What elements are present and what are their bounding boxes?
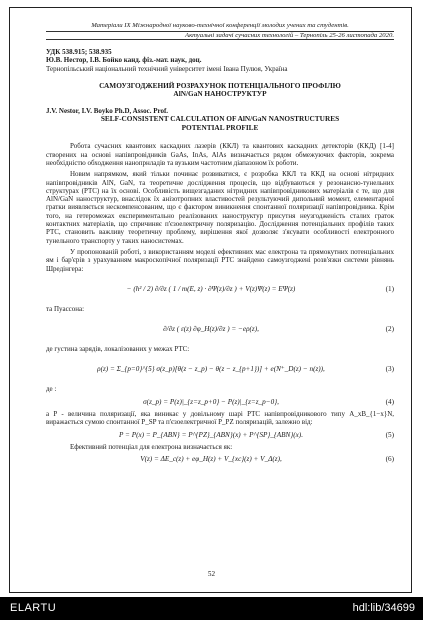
subheader-rule: [46, 39, 394, 40]
paragraph-3: У пропонованій роботі, з використанням моделі ефективних мас електрона та прямокутних потенціальних ям і бар'єрів з урахуванням макроскопічної поляризації РТС знайдено самоузгоджені розв'язки системи рівнянь Шредінгера:: [46, 247, 394, 273]
equation-5-number: (5): [385, 430, 394, 439]
equation-6: [46, 455, 394, 463]
equation-2-number: (2): [385, 324, 394, 333]
equation-3-number: (3): [385, 365, 394, 374]
equation-1-number: (1): [385, 284, 394, 293]
text-effective-potential: Ефективний потенціал для електрона визначається як:: [70, 442, 233, 451]
title-ua-line1: САМОУЗГОДЖЕНИЙ РОЗРАХУНОК ПОТЕНЦІАЛЬНОГО ПРОФІЛЮ: [99, 80, 341, 90]
text-density: де густина зарядів, локалізованих у межах РТС:: [46, 345, 190, 354]
equation-6-number: (6): [385, 455, 394, 464]
title-ua: [46, 82, 394, 99]
equation-2: [46, 317, 394, 341]
udk-code: УДК 538.915; 538.935: [46, 48, 112, 57]
equation-4-formula: σ(z_p) = P(z)|_{z=z_p+0} − P(z)|_{z=z_p−0},: [143, 397, 279, 406]
title-en-line2: POTENTIAL PROFILE: [181, 122, 259, 132]
equation-3: [46, 357, 394, 381]
page-number: 52: [207, 570, 216, 578]
equation-3-formula: ρ(z) = Σ_{p=0}^{5} σ(z_p)[θ(z − z_p) − θ(z − z_{p+1})] + e(N⁺_D(z) − n(z)),: [97, 365, 325, 374]
equation-1: [46, 277, 394, 301]
affiliation: Тернопільський національний технічний університет імені Івана Пулюя, Україна: [46, 64, 288, 73]
page-frame: [9, 7, 412, 593]
conference-header: Матеріали ІХ Міжнародної науково-технічної конференції молодих учених та студентів.: [91, 22, 349, 29]
title-ua-line2: AlN/GaN НАНОСТРУКТУР: [173, 89, 267, 99]
equation-1-formula: − (ħ² / 2) ∂/∂z ( 1 / m(E, z) · ∂Ψ(z)/∂z ) + V(z)Ψ(z) = EΨ(z): [126, 284, 296, 293]
repository-name: ELARTU: [10, 602, 57, 614]
text-polarization: а P - величина поляризації, яка виникає у довільному шарі РТС напівпровідникового типу A_xB_{1−x}N, виражається сумою спонтанної P_SP та п'єзоелектричної P_PZ поляризацій, залежно від:: [46, 410, 394, 427]
authors-ua: Ю.В. Нестор, І.В. Бойко канд. фіз.-мат. наук, доц.: [46, 56, 202, 65]
equation-4: [46, 398, 394, 406]
equation-4-number: (4): [385, 397, 394, 406]
equation-2-formula: ∂/∂z ( ε(z) ∂φ_H(z)/∂z ) = −eρ(z),: [163, 324, 259, 333]
conference-subheader: Актуальні задачі сучасних технологій – Тернопіль 25-26 листопада 2020.: [184, 31, 394, 39]
equation-6-formula: V(z) = ΔE_c(z) + eφ_H(z) + V_{xc}(z) + V_Δ(z),: [140, 455, 282, 464]
repository-footer: [0, 597, 423, 620]
text-poisson: та Пуассона:: [46, 304, 85, 313]
authors-en: J.V. Nestor, I.V. Boyko Ph.D, Assoc. Prof.: [46, 106, 169, 115]
equation-5-formula: P = P(x) = P_{ABN} = P^{PZ}_{ABN}(x) + P^{SP}_{ABN}(x).: [118, 430, 303, 439]
text-de: де :: [46, 385, 57, 394]
handle-id: hdl:lib/34699: [352, 602, 415, 614]
equation-5: [46, 431, 394, 439]
paper-page: [46, 22, 394, 468]
title-en: [46, 115, 394, 132]
paragraph-1: Робота сучасних квантових каскадних лазерів (ККЛ) та квантових каскадних детекторів (ККД) [1-4] створених на основі напівпровідників GaAs, InAs, AlAs визначається рядом обмежуючих факторів, зокрема необхідністю обходження нанопрнладів та вузьким частотним діапазоном їх роботи.: [46, 142, 394, 167]
paragraph-2: Новим напрямком, який тільки починає розвиватися, є розробка ККЛ та ККД на основі нітридних напівпровідників AlN, GaN, та теоретичне дослідження процесів, що відбуваються у резонансно-тунельних структурах (РТС) на їх основі. Особливість вищезгаданих нітридних напівпровідникових матеріалів є те, що для AlN/GaN наноструктур, внаслідок їх анізотропних властивостей результуючий дипольний момент, елементарної гратки виявляється нескомпенсованим, що є фактором виникнення спонтанної поляризації напівпровідника. Крім того, на гетеромежах експериментально реалізованих наноструктур присутня неузгодженість сталих граток контактних матеріалів, що спричиняє п'єзоелектричну поляризацію. Дослідження потенціальних профілів таких РТС, становить важливу теоретичну проблему, вирішення якої дозволяє з'ясувати особливості електронного тунельного транспорту у таких наносистемах.: [46, 170, 394, 245]
title-en-line1: SELF-CONSISTENT CALCULATION OF AlN/GaN NANOSTRUCTURES: [100, 114, 340, 124]
